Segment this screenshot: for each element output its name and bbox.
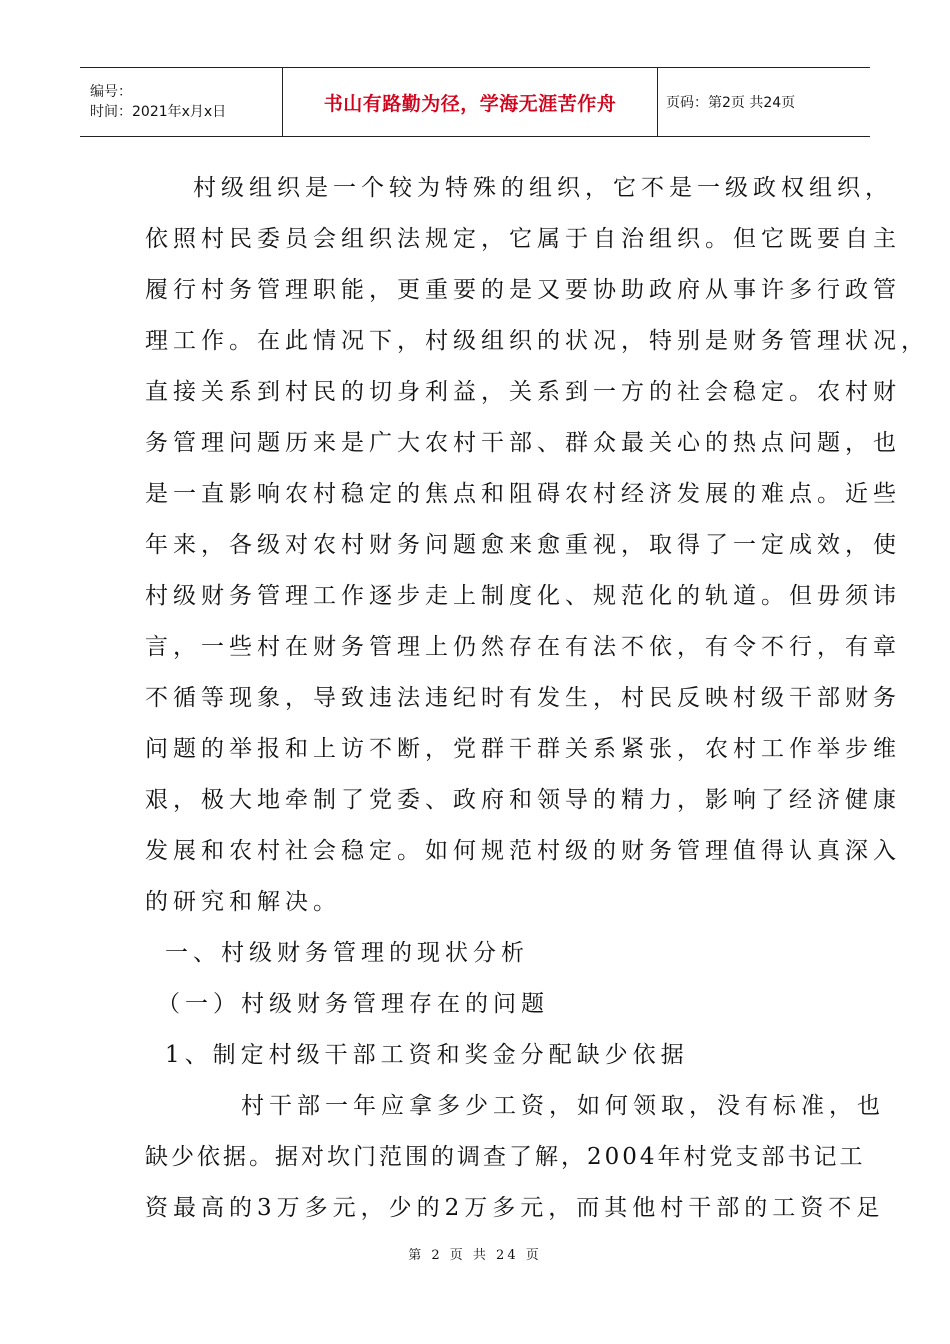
body-line: 是一直影响农村稳定的焦点和阻碍农村经济发展的难点。近些 [145,481,901,507]
subsection-heading: （一）村级财务管理存在的问题 [157,991,549,1017]
body-line: 缺少依据。据对坎门范围的调查了解，2004年村党支部书记工 [145,1144,866,1170]
body-line: 务管理问题历来是广大农村干部、群众最关心的热点问题，也 [145,430,901,456]
header-motto: 书山有路勤为径，学海无涯苦作舟 [323,92,617,115]
header-meta [80,68,282,136]
body-line: 的研究和解决。 [145,889,341,915]
document-time-label: 时间：2021年x月x日 [90,104,227,120]
body-line: 艰，极大地牵制了党委、政府和领导的精力，影响了经济健康 [145,787,901,813]
section-heading: 一、村级财务管理的现状分析 [165,940,529,966]
header-page-info: 页码：第2页 共24页 [666,95,796,111]
document-number-label: 编号： [90,84,132,100]
body-line: 直接关系到村民的切身利益，关系到一方的社会稳定。农村财 [145,379,901,405]
page-header [80,67,870,137]
document-body [145,166,929,1237]
body-line: 发展和农村社会稳定。如何规范村级的财务管理值得认真深入 [145,838,901,864]
body-line: 理工作。在此情况下，村级组织的状况，特别是财务管理状况， [145,328,929,354]
body-line: 村级财务管理工作逐步走上制度化、规范化的轨道。但毋须讳 [145,583,901,609]
header-motto-cell [282,68,658,136]
item-heading: 1、制定村级干部工资和奖金分配缺少依据 [165,1042,689,1068]
body-line: 村级组织是一个较为特殊的组织，它不是一级政权组织， [193,175,893,201]
body-line: 年来，各级对农村财务问题愈来愈重视，取得了一定成效，使 [145,532,901,558]
body-line: 依照村民委员会组织法规定，它属于自治组织。但它既要自主 [145,226,901,252]
body-line: 问题的举报和上访不断，党群干群关系紧张，农村工作举步维 [145,736,901,762]
body-line: 村干部一年应拿多少工资，如何领取，没有标准，也 [241,1093,885,1119]
page-footer: 第 2 页 共 24 页 [408,1248,542,1263]
header-page-info-cell [658,68,870,136]
body-line: 不循等现象，导致违法违纪时有发生，村民反映村级干部财务 [145,685,901,711]
body-line: 履行村务管理职能，更重要的是又要协助政府从事许多行政管 [145,277,901,303]
body-line: 言，一些村在财务管理上仍然存在有法不依，有令不行，有章 [145,634,901,660]
body-line: 资最高的3万多元，少的2万多元，而其他村干部的工资不足 [145,1195,885,1221]
